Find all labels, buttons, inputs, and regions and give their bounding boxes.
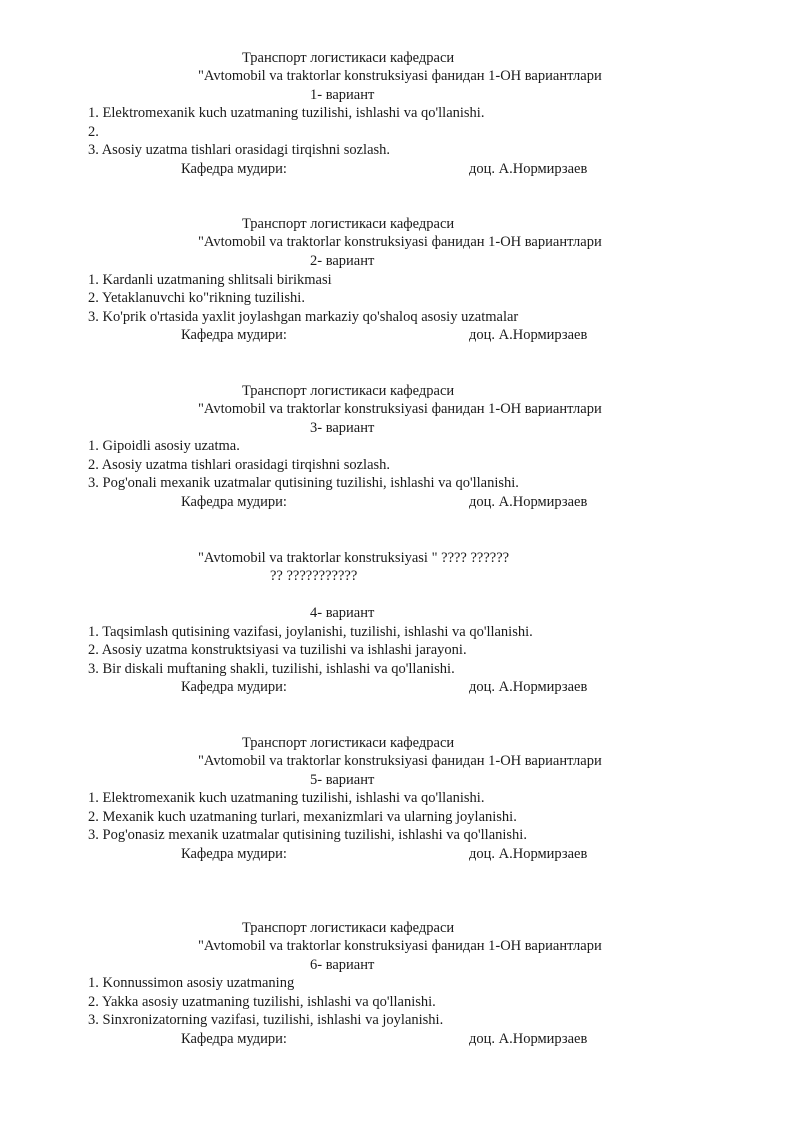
- subject-title: "Avtomobil va traktorlar konstruksiyasi фанидан 1-ОН вариантлари: [198, 234, 602, 250]
- subject-title: "Avtomobil va traktorlar konstruksiyasi фанидан 1-ОН вариантлари: [198, 753, 602, 769]
- head-of-department-label: Кафедра мудири:: [181, 494, 287, 510]
- subject-title: "Avtomobil va traktorlar konstruksiyasi " ???? ??????: [198, 550, 510, 566]
- head-of-department-label: Кафедра мудири:: [181, 679, 287, 695]
- subject-title: "Avtomobil va traktorlar konstruksiyasi фанидан 1-ОН вариантлари: [198, 938, 602, 954]
- variant-number: 6- вариант: [310, 957, 375, 973]
- head-of-department-label: Кафедра мудири:: [181, 846, 287, 862]
- subject-title: "Avtomobil va traktorlar konstruksiyasi фанидан 1-ОН вариантлари: [198, 401, 602, 417]
- subject-title-continued: ?? ???????????: [270, 568, 358, 584]
- question-item: 1. Elektromexanik kuch uzatmaning tuzilishi, ishlashi va qo'llanishi.: [88, 790, 485, 806]
- variant-number: 4- вариант: [310, 605, 375, 621]
- department-title: Транспорт логистикаси кафедраси: [242, 735, 455, 751]
- question-item: 2. Asosiy uzatma tishlari orasidagi tirqishni sozlash.: [88, 457, 391, 473]
- head-of-department-label: Кафедра мудири:: [181, 161, 287, 177]
- department-title: Транспорт логистикаси кафедраси: [242, 383, 455, 399]
- question-item: 3. Ko'prik o'rtasida yaxlit joylashgan markaziy qo'shaloq asosiy uzatmalar: [88, 309, 519, 325]
- department-title: Транспорт логистикаси кафедраси: [242, 50, 455, 66]
- question-item: 3. Bir diskali muftaning shakli, tuzilishi, ishlashi va qo'llanishi.: [88, 661, 455, 677]
- head-of-department-label: Кафедра мудири:: [181, 327, 287, 343]
- head-of-department-name: доц. А.Нормирзаев: [469, 494, 588, 510]
- question-item: 2. Yakka asosiy uzatmaning tuzilishi, ishlashi va qo'llanishi.: [88, 994, 436, 1010]
- question-item: 1. Konnussimon asosiy uzatmaning: [88, 975, 295, 991]
- head-of-department-name: доц. А.Нормирзаев: [469, 846, 588, 862]
- question-item: 2. Mexanik kuch uzatmaning turlari, mexanizmlari va ularning joylanishi.: [88, 809, 517, 825]
- variant-number: 3- вариант: [310, 420, 375, 436]
- department-title: Транспорт логистикаси кафедраси: [242, 216, 455, 232]
- question-item: 2.: [88, 124, 99, 140]
- subject-title: "Avtomobil va traktorlar konstruksiyasi фанидан 1-ОН вариантлари: [198, 68, 602, 84]
- question-item: 1. Elektromexanik kuch uzatmaning tuzilishi, ishlashi va qo'llanishi.: [88, 105, 485, 121]
- head-of-department-label: Кафедра мудири:: [181, 1031, 287, 1047]
- question-item: 3. Pog'onasiz mexanik uzatmalar qutisining tuzilishi, ishlashi va qo'llanishi.: [88, 827, 527, 843]
- head-of-department-name: доц. А.Нормирзаев: [469, 161, 588, 177]
- question-item: 3. Pog'onali mexanik uzatmalar qutisining tuzilishi, ishlashi va qo'llanishi.: [88, 475, 519, 491]
- question-item: 1. Taqsimlash qutisining vazifasi, joylanishi, tuzilishi, ishlashi va qo'llanishi.: [88, 624, 533, 640]
- question-item: 3. Sinxronizatorning vazifasi, tuzilishi, ishlashi va joylanishi.: [88, 1012, 444, 1028]
- question-item: 1. Gipoidli asosiy uzatma.: [88, 438, 240, 454]
- question-item: 1. Kardanli uzatmaning shlitsali birikmasi: [88, 272, 332, 288]
- variant-number: 5- вариант: [310, 772, 375, 788]
- variant-number: 2- вариант: [310, 253, 375, 269]
- question-item: 3. Asosiy uzatma tishlari orasidagi tirqishni sozlash.: [88, 142, 391, 158]
- head-of-department-name: доц. А.Нормирзаев: [469, 679, 588, 695]
- variant-number: 1- вариант: [310, 87, 375, 103]
- department-title: Транспорт логистикаси кафедраси: [242, 920, 455, 936]
- question-item: 2. Asosiy uzatma konstruktsiyasi va tuzilishi va ishlashi jarayoni.: [88, 642, 467, 658]
- question-item: 2. Yetaklanuvchi ko"rikning tuzilishi.: [88, 290, 305, 306]
- head-of-department-name: доц. А.Нормирзаев: [469, 1031, 588, 1047]
- head-of-department-name: доц. А.Нормирзаев: [469, 327, 588, 343]
